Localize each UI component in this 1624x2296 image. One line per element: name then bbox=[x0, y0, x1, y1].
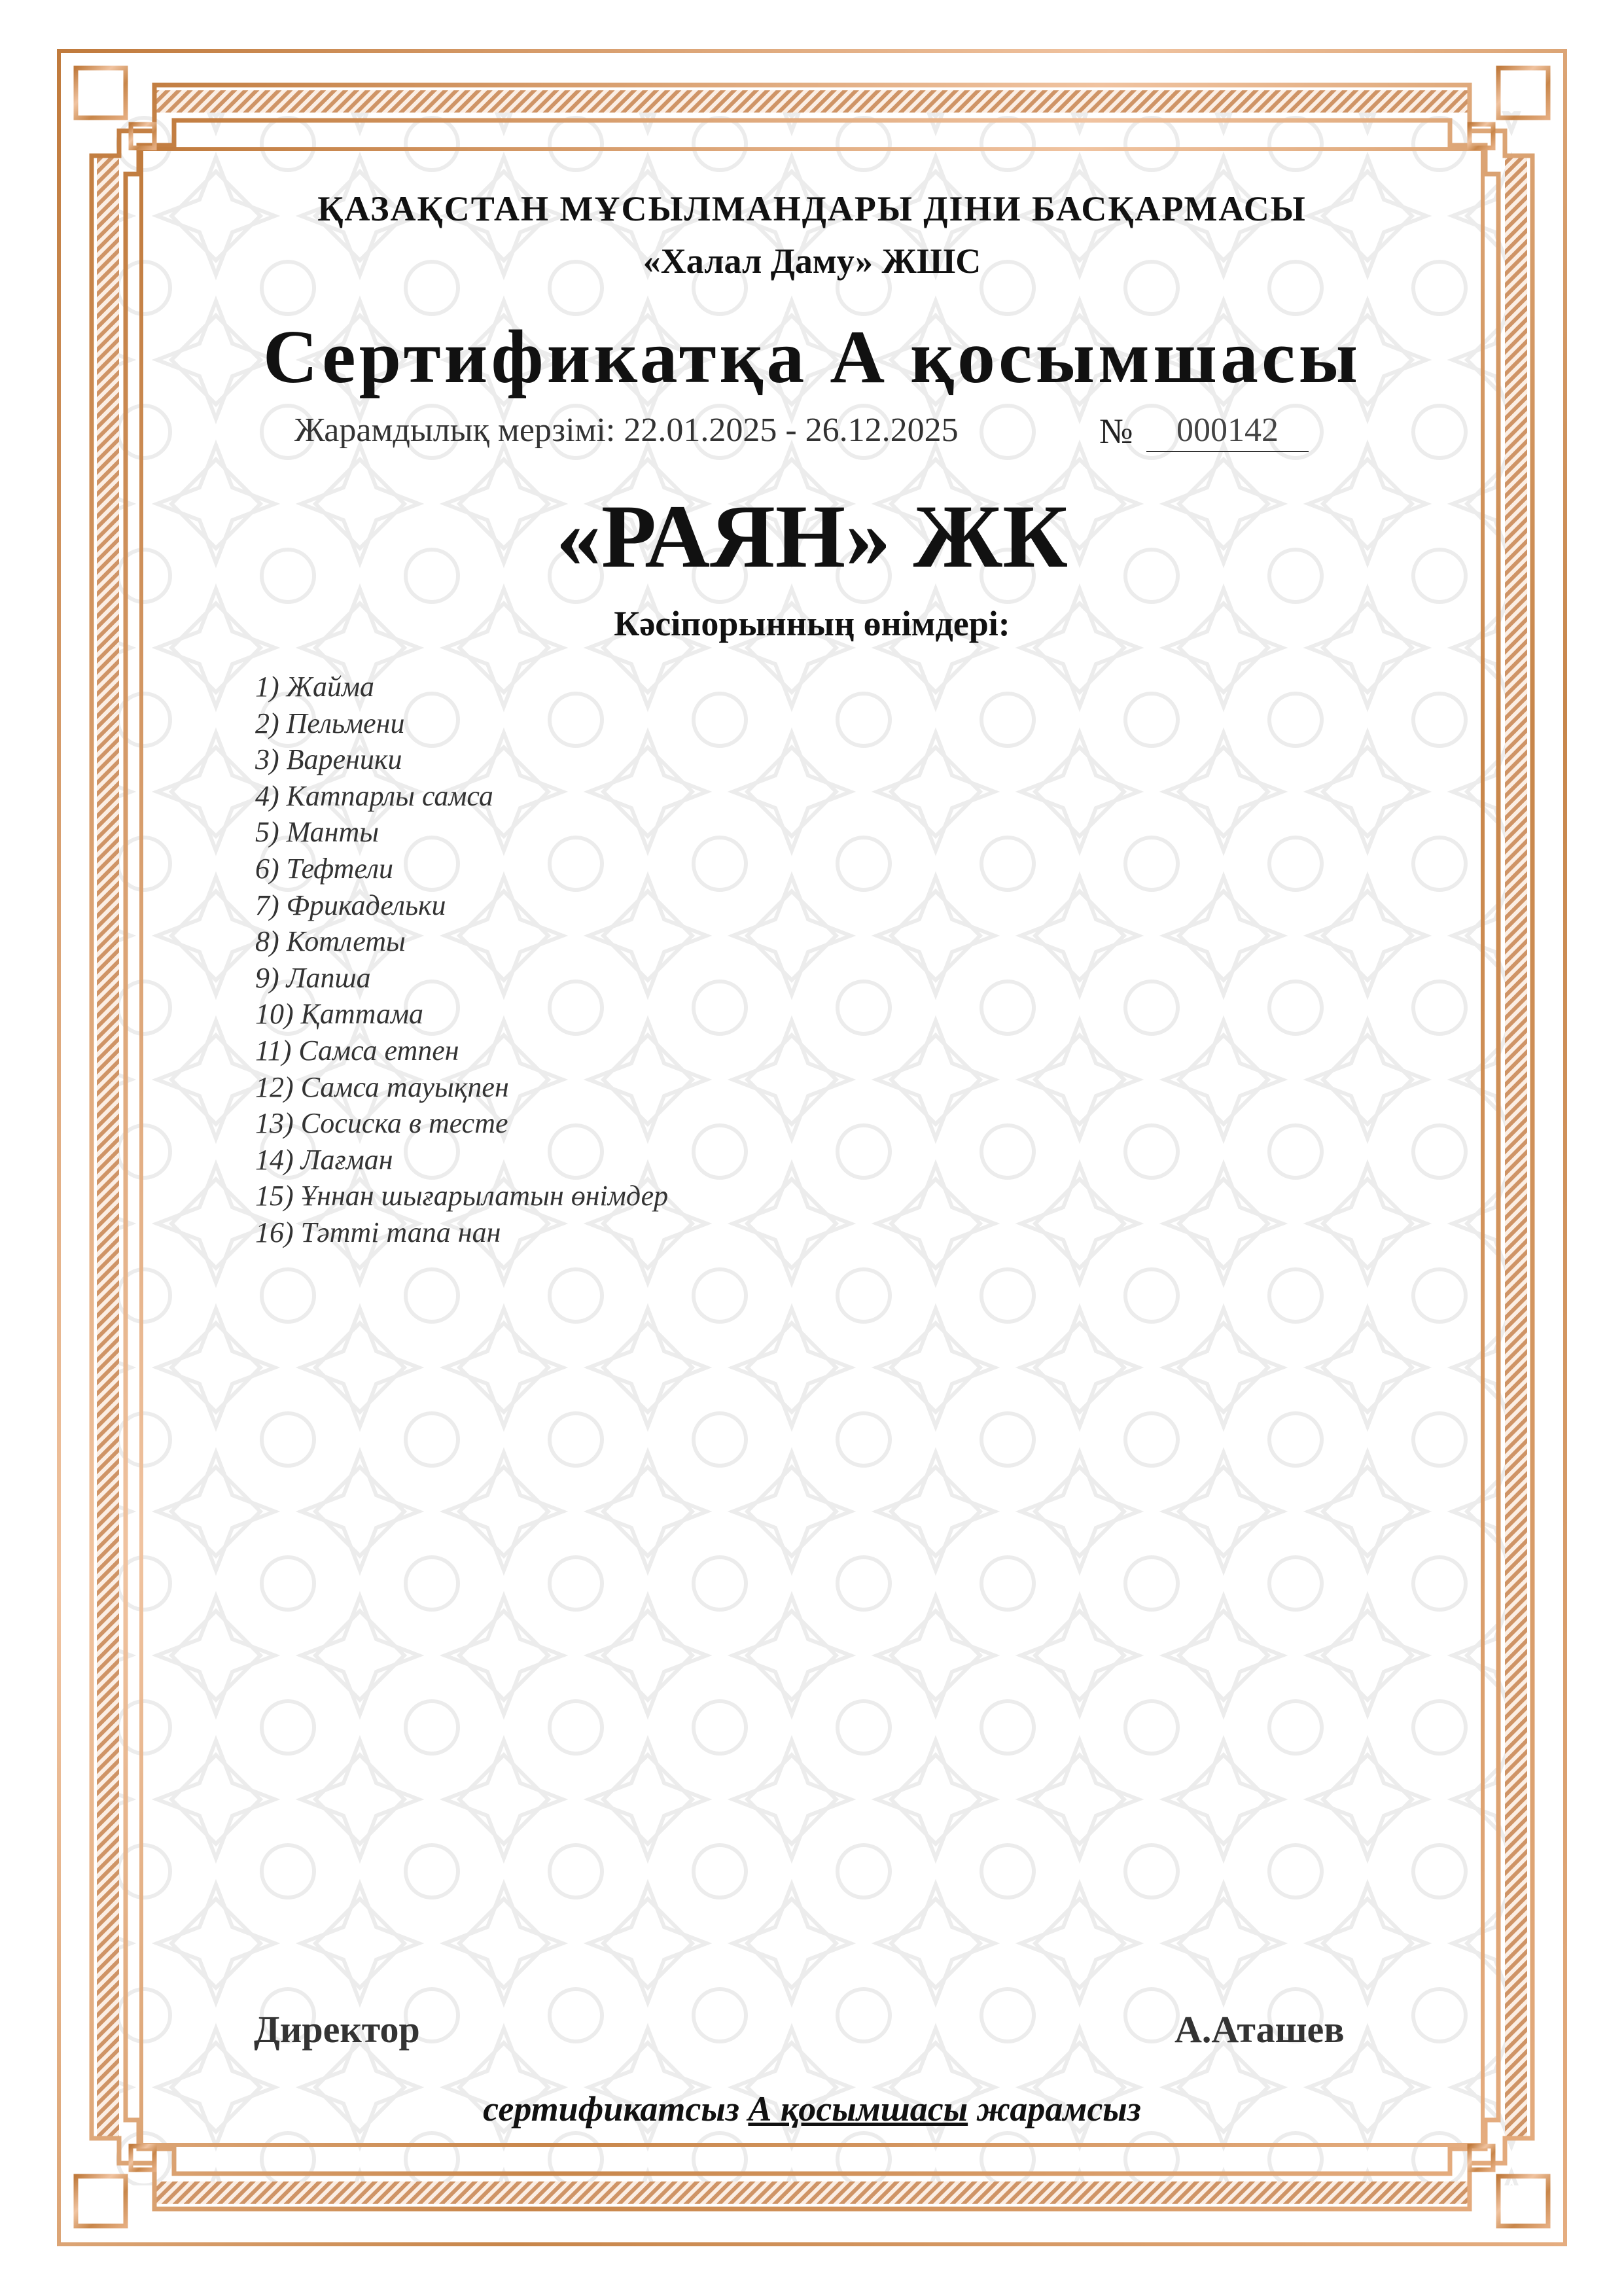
list-item: 13) Сосиска в тесте bbox=[255, 1107, 508, 1140]
products-heading: Кәсіпорынның өнімдері: bbox=[614, 604, 1010, 643]
list-item: 14) Лағман bbox=[255, 1143, 393, 1176]
number-sign: № bbox=[1099, 412, 1133, 451]
list-item: 3) Вареники bbox=[255, 743, 402, 776]
validity-row bbox=[0, 411, 1624, 457]
list-item: 5) Манты bbox=[255, 816, 380, 849]
list-item: 7) Фрикадельки bbox=[255, 889, 446, 921]
list-item: 2) Пельмени bbox=[255, 707, 405, 739]
footer-text-underlined: А қосымшасы bbox=[748, 2089, 968, 2128]
products-list bbox=[255, 669, 668, 1251]
document-title: Сертификатқа А қосымшасы bbox=[262, 315, 1362, 399]
list-item: 1) Жайма bbox=[255, 671, 375, 703]
organization-name: ҚАЗАҚСТАН МҰСЫЛМАНДАРЫ ДІНИ БАСҚАРМАСЫ bbox=[317, 189, 1307, 228]
company-name: «Халал Даму» ЖШС bbox=[643, 241, 981, 281]
certificate-number: 000142 bbox=[1146, 411, 1309, 452]
list-item: 8) Котлеты bbox=[255, 925, 406, 958]
list-item: 12) Самса тауықпен bbox=[255, 1070, 509, 1103]
footer-text-start: сертификатсыз bbox=[483, 2089, 749, 2128]
director-title: Директор bbox=[254, 2008, 420, 2051]
list-item: 15) Ұннан шығарылатын өнімдер bbox=[255, 1180, 669, 1212]
footer-note bbox=[0, 2089, 1624, 2129]
list-item: 9) Лапша bbox=[255, 961, 371, 994]
footer-text-end: жарамсыз bbox=[968, 2089, 1141, 2128]
list-item: 6) Тефтели bbox=[255, 852, 394, 885]
enterprise-name: «РАЯН» ЖК bbox=[556, 486, 1068, 586]
director-name: А.Аташев bbox=[1174, 2008, 1345, 2051]
list-item: 11) Самса етпен bbox=[255, 1034, 459, 1067]
list-item: 4) Катпарлы самса bbox=[255, 779, 493, 812]
validity-period: Жарамдылық мерзімі: 22.01.2025 - 26.12.2025 bbox=[294, 412, 959, 449]
list-item: 10) Қаттама bbox=[255, 998, 424, 1031]
list-item: 16) Тәтті тапа нан bbox=[255, 1216, 501, 1248]
